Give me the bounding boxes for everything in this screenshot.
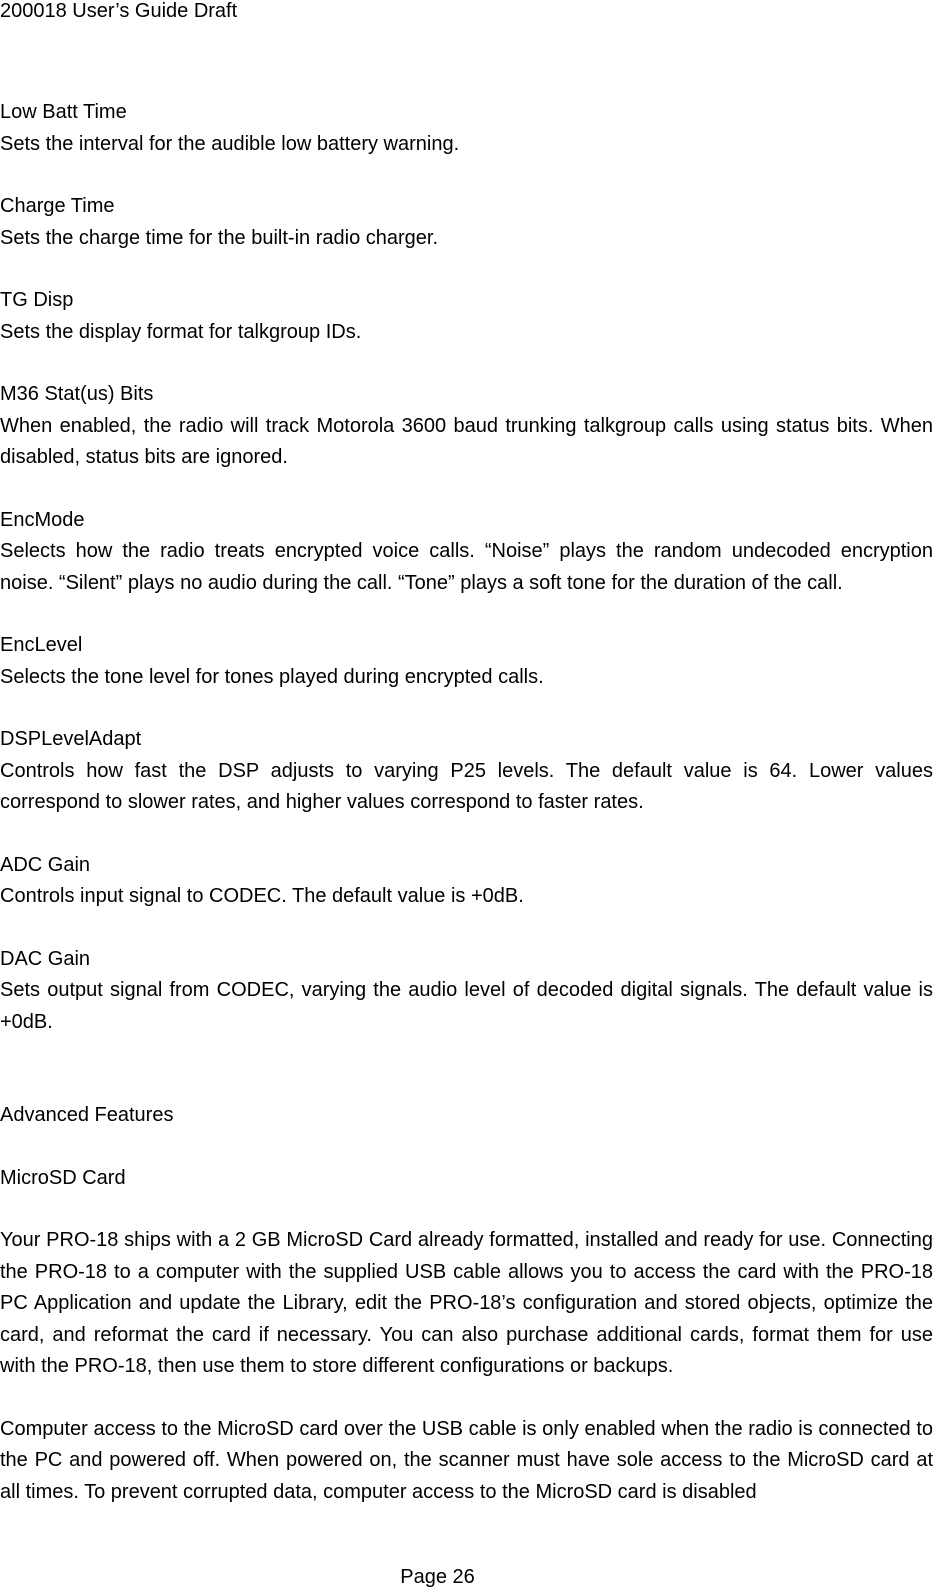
setting-description: Controls input signal to CODEC. The default value is +0dB. — [0, 885, 524, 907]
setting-term: EncLevel — [0, 634, 83, 656]
setting-term: DSPLevelAdapt — [0, 728, 142, 750]
setting-dac-gain — [0, 944, 933, 1039]
body-paragraph: Computer access to the MicroSD card over the USB cable is only enabled when the radio is connected to the PC and powered off. When powered on, the scanner must have sole access to the MicroSD card at all times. To prevent corrupted data, computer access to the MicroSD card is disabled — [0, 1417, 933, 1503]
body-paragraph: Your PRO-18 ships with a 2 GB MicroSD Card already formatted, installed and ready for use. Connecting the PRO-18 to a computer with the supplied USB cable allows you to access the card with the PRO-18 PC Application and update the Library, edit the PRO-18’s configuration and stored objects, optimize the card, and reformat the card if necessary. You can also purchase additional cards, format them for use with the PRO-18, then use them to store different configurations or backups. — [0, 1229, 933, 1377]
setting-dsplevel-adapt — [0, 724, 933, 819]
setting-description: Sets the interval for the audible low battery warning. — [0, 132, 460, 155]
setting-description: Sets the display format for talkgroup IDs. — [0, 320, 362, 343]
page-number: Page 26 — [400, 1566, 475, 1588]
setting-low-batt-time — [0, 97, 933, 160]
setting-description: Selects how the radio treats encrypted voice calls. “Noise” plays the random undecoded encryption noise. “Silent” plays no audio during the call. “Tone” plays a soft tone for the duration of the call. — [0, 540, 933, 594]
setting-charge-time — [0, 191, 933, 254]
subsection-heading: MicroSD Card — [0, 1166, 126, 1189]
setting-description: When enabled, the radio will track Motorola 3600 baud trunking talkgroup calls using status bits. When disabled, status bits are ignored. — [0, 414, 933, 468]
setting-term: DAC Gain — [0, 947, 91, 970]
setting-term: TG Disp — [0, 289, 74, 311]
document-header: 200018 User’s Guide Draft — [0, 0, 238, 22]
setting-term: Charge Time — [0, 195, 115, 217]
setting-description: Selects the tone level for tones played during encrypted calls. — [0, 665, 544, 688]
setting-m36-status-bits — [0, 379, 933, 474]
setting-encmode — [0, 505, 933, 600]
section-spacer — [0, 1069, 933, 1100]
setting-description: Sets output signal from CODEC, varying the audio level of decoded digital signals. The default value is +0dB. — [0, 979, 933, 1033]
setting-tg-disp — [0, 285, 933, 348]
page-content — [0, 97, 933, 1539]
setting-adc-gain — [0, 850, 933, 913]
setting-term: Low Batt Time — [0, 101, 127, 123]
setting-description: Controls how fast the DSP adjusts to varying P25 levels. The default value is 64. Lower values correspond to slower rates, and higher values correspond to faster rates. — [0, 759, 933, 813]
setting-term: M36 Stat(us) Bits — [0, 383, 154, 405]
section-heading: Advanced Features — [0, 1104, 174, 1126]
setting-term: ADC Gain — [0, 853, 91, 876]
setting-enclevel — [0, 630, 933, 693]
setting-term: EncMode — [0, 508, 85, 531]
setting-description: Sets the charge time for the built-in radio charger. — [0, 226, 439, 249]
